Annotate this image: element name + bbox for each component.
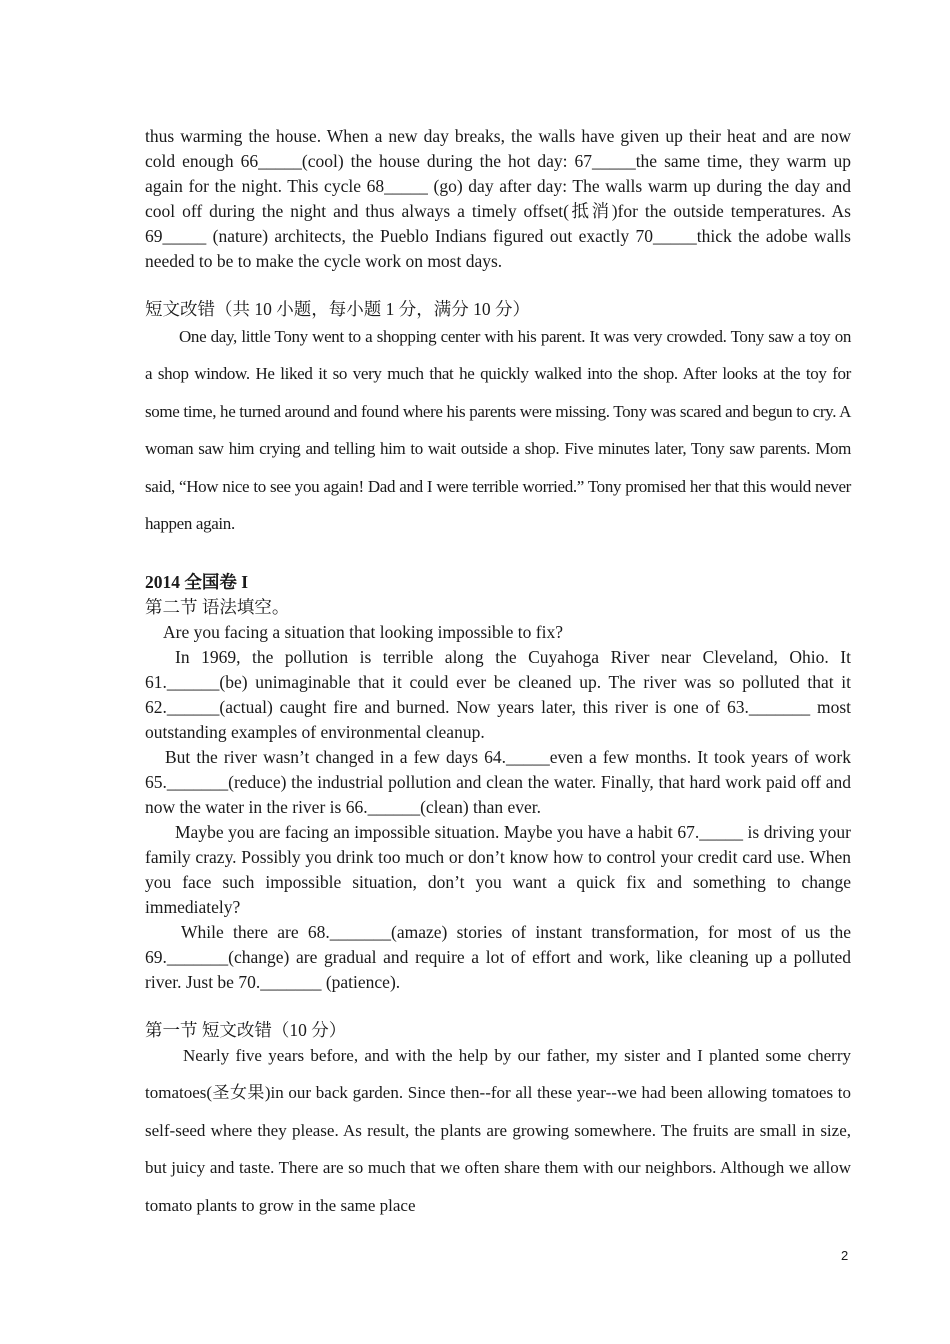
correction-1-text: One day, little Tony went to a shopping center with his parent. It was very crowded. Tony saw a toy on a shop window. He liked it so very much that he quickly walked into the shop. After looks at the toy for some time, he turned around and found where his parents were missing. Tony was scared and begun to cry. A woman saw him crying and telling him to wait outside a shop. Five minutes later, Tony saw parents. Mom said, “How nice to see you again! Dad and I were terrible worried.” Tony promised her that this would never happen again. [145, 327, 851, 534]
grammar-para-1: Are you facing a situation that looking impossible to fix? [163, 622, 563, 642]
passage-top-text: thus warming the house. When a new day breaks, the walls have given up their heat and are now cold enough 66_____(cool) the house during the hot day: 67_____the same time, they warm up again for the night. This cycle 68_____ (go) day after day: The walls warm up during the day and cool off during the night and thus always a timely offset(抵消)for the outside temperatures. As 69_____ (nature) architects, the Pueblo Indians figured out exactly 70_____thick the adobe walls needed to be to make the cycle work on most days. [145, 126, 851, 271]
correction-2-heading: 第一节 短文改错（10 分） [145, 1020, 347, 1040]
page-number: 2 [841, 1248, 849, 1263]
correction-2-body [145, 1037, 851, 1224]
section-2014-title: 2014 全国卷 I [145, 572, 249, 592]
grammar-para-3: But the river wasn’t changed in a few days 64._____even a few months. It took years of work 65._______(reduce) the industrial pollution and clean the water. Finally, that hard work paid off and now the water in the river is 66.______(clean) than ever. [145, 747, 851, 817]
correction-1-body [145, 318, 851, 542]
grammar-para-5: While there are 68._______(amaze) stories of instant transformation, for most of us the 69._______(change) are gradual and require a lot of effort and work, like cleaning up a polluted river. Just be 70._______ (patience). [145, 922, 851, 992]
section-2014-subtitle: 第二节 语法填空。 [145, 597, 290, 617]
grammar-para-4: Maybe you are facing an impossible situation. Maybe you have a habit 67._____ is driving your family crazy. Possibly you drink too much or don’t know how to control your credit card use. When you face such impossible situation, don’t you want a quick fix and something to change immediately? [145, 822, 851, 917]
grammar-para-2: In 1969, the pollution is terrible along the Cuyahoga River near Cleveland, Ohio. It 61.______(be) unimaginable that it could ever be cleaned up. The river was so polluted that it 62.______(actual) caught fire and burned. Now years later, this river is one of 63._______ most outstanding examples of environmental cleanup. [145, 647, 851, 742]
correction-1-heading: 短文改错（共 10 小题，每小题 1 分，满分 10 分） [145, 299, 530, 319]
correction-2-text: Nearly five years before, and with the help by our father, my sister and I planted some cherry tomatoes(圣女果)in our back garden. Since then--for all these year--we had been allowing tomatoes to self-seed where they please. As result, the plants are growing somewhere. The fruits are small in size, but juicy and taste. There are so much that we often share them with our neighbors. Although we allow tomato plants to grow in the same place [145, 1046, 851, 1215]
section-2014 [145, 570, 851, 995]
passage-top [145, 124, 851, 274]
